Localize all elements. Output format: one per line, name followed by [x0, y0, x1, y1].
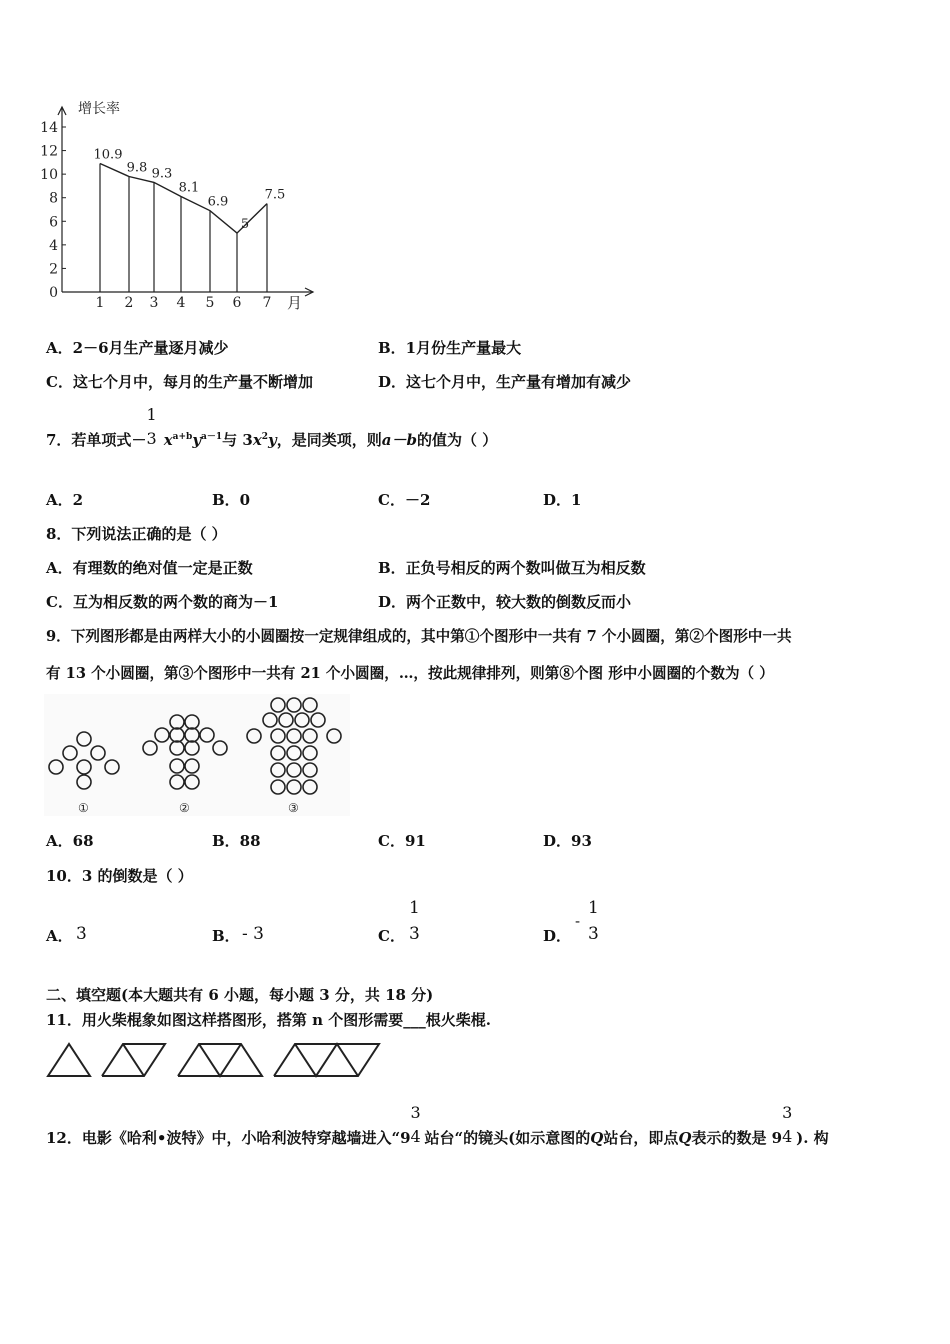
q9-option-a: A．68: [46, 832, 94, 850]
q12-part1: 12．电影《哈利•波特》中，小哈利波特穿越墙进入“9: [46, 1129, 411, 1147]
q9-option-b: B．88: [212, 832, 261, 850]
q10-option-c-label: C．: [378, 927, 405, 945]
q8-option-b: B．正负号相反的两个数叫做互为相反数: [378, 559, 646, 577]
growth-rate-chart: [38, 95, 328, 320]
data-label: 5: [240, 217, 250, 233]
matchstick-figure-3: [178, 1044, 262, 1076]
data-label: 8.1: [178, 180, 200, 196]
q10-option-a-label: A．: [46, 927, 73, 945]
matchstick-figure-2: [102, 1044, 165, 1076]
q12-stem: [46, 1103, 829, 1149]
q12-part5: ). 构: [796, 1129, 829, 1147]
q7-option-a: A．2: [46, 491, 84, 509]
x-tick-label: 1: [95, 295, 105, 311]
x-tick-label: 7: [262, 295, 272, 311]
q7-var-x: x: [163, 431, 173, 449]
q7-option-d: D．1: [543, 491, 582, 509]
q10-option-b-label: B．: [212, 927, 240, 945]
x-axis-label: 月: [287, 294, 303, 312]
figure-label-3: ③: [288, 801, 299, 815]
y-tick-label: 12: [40, 143, 58, 160]
q12-q-label-1: Q: [590, 1129, 604, 1147]
q7-var-y2: y: [268, 431, 277, 449]
q10-option-d-den: 3: [588, 924, 599, 944]
matchstick-figure-4: [274, 1044, 379, 1076]
data-label: 6.9: [207, 194, 229, 210]
q7-prefix: 7．若单项式－: [46, 431, 147, 449]
data-label: 9.3: [151, 166, 173, 182]
q7-suffix2: 的值为（ ）: [416, 431, 498, 449]
q7-mid: 与 3: [222, 431, 253, 449]
q12-frac1-den: 4: [410, 1127, 421, 1146]
q10-stem: 10．3 的倒数是（ ）: [46, 867, 193, 885]
q7-var-x2: x: [252, 431, 262, 449]
q6-option-b: B．1月份生产量最大: [378, 339, 522, 357]
q7-fraction: [146, 405, 158, 451]
q11-stem: 11．用火柴棍象如图这样搭图形，搭第 n 个图形需要___根火柴棍.: [46, 1011, 491, 1029]
x-tick-label: 2: [124, 295, 134, 311]
q8-stem: 8．下列说法正确的是（ ）: [46, 525, 227, 543]
q9-stem-line2: 有 13 个小圆圈，第③个图形中一共有 21 个小圆圈，…，按此规律排列，则第⑧个图 形中小圆圈的个数为（ ）: [46, 665, 774, 682]
y-tick-label: 8: [49, 190, 58, 207]
q7-exp-1: a+b: [172, 432, 193, 442]
q12-frac2-num: 3: [782, 1103, 793, 1122]
x-tick-label: 4: [176, 295, 186, 311]
matchstick-triangles-figure: [44, 1040, 384, 1080]
q7-frac-den: 3: [146, 429, 157, 448]
q9-option-c: C．91: [378, 832, 426, 850]
q12-q-label-2: Q: [678, 1129, 692, 1147]
y-axis-label: 增长率: [78, 101, 120, 117]
q10-option-b-value: - 3: [242, 924, 264, 944]
data-label: 9.8: [126, 160, 148, 176]
q8-option-d: D．两个正数中，较大数的倒数反而小: [378, 593, 632, 611]
q6-option-c: C．这七个月中，每月的生产量不断增加: [46, 373, 313, 391]
q12-fraction-2: [782, 1103, 796, 1149]
q7-expr: a－b: [381, 431, 417, 449]
q6-option-d: D．这七个月中，生产量有增加有减少: [378, 373, 632, 391]
q10-option-d-num: 1: [588, 898, 599, 918]
x-tick-label: 5: [205, 295, 215, 311]
q7-suffix1: ，是同类项，则: [276, 431, 382, 449]
figure-label-2: ②: [179, 801, 190, 815]
q9-option-d: D．93: [543, 832, 592, 850]
y-tick-label: 2: [49, 261, 58, 278]
q10-option-d-label: D．: [543, 927, 572, 945]
q8-option-a: A．有理数的绝对值一定是正数: [46, 559, 253, 577]
y-tick-label: 10: [40, 167, 58, 184]
q8-option-c: C．互为相反数的两个数的商为－1: [46, 593, 279, 611]
q7-exp-2: a－1: [201, 432, 223, 442]
q6-option-a: A．2－6月生产量逐月减少: [46, 339, 229, 357]
q7-option-b: B．0: [212, 491, 251, 509]
x-tick-label: 6: [232, 295, 242, 311]
q9-stem-line1: 9．下列图形都是由两样大小的小圆圈按一定规律组成的，其中第①个图形中一共有 7 个小圆圈，第②个图形中一共: [46, 628, 792, 645]
q10-option-d-sign: -: [575, 912, 581, 930]
q12-part2: 站台“的镜头(如示意图的: [424, 1129, 591, 1147]
q7-exp-3: 2: [261, 432, 269, 442]
q12-frac2-den: 4: [782, 1127, 793, 1146]
q7-option-c: C．－2: [378, 491, 431, 509]
figure-label-1: ①: [78, 801, 89, 815]
matchstick-figure-1: [48, 1044, 90, 1076]
q10-option-a-value: 3: [76, 924, 87, 944]
q12-frac1-num: 3: [410, 1103, 421, 1122]
q7-frac-num: 1: [146, 405, 157, 424]
q12-part4: 表示的数是 9: [691, 1129, 783, 1147]
data-label: 7.5: [264, 187, 286, 203]
section-2-title: 二、填空题(本大题共有 6 小题，每小题 3 分，共 18 分): [46, 986, 434, 1004]
y-tick-label: 0: [49, 285, 58, 301]
q12-fraction-1: [410, 1103, 425, 1149]
q10-option-c-num: 1: [409, 898, 420, 918]
y-tick-label: 14: [40, 120, 58, 136]
data-label: 10.9: [93, 147, 123, 163]
q7-stem: [46, 405, 498, 451]
y-tick-label: 6: [49, 214, 58, 231]
q12-part3: 站台，即点: [603, 1129, 679, 1147]
q10-option-c-den: 3: [409, 924, 420, 944]
q7-var-y: y: [192, 431, 202, 449]
y-tick-label: 4: [49, 237, 58, 254]
circle-pattern-figure: [44, 694, 350, 816]
x-tick-label: 3: [149, 295, 159, 311]
